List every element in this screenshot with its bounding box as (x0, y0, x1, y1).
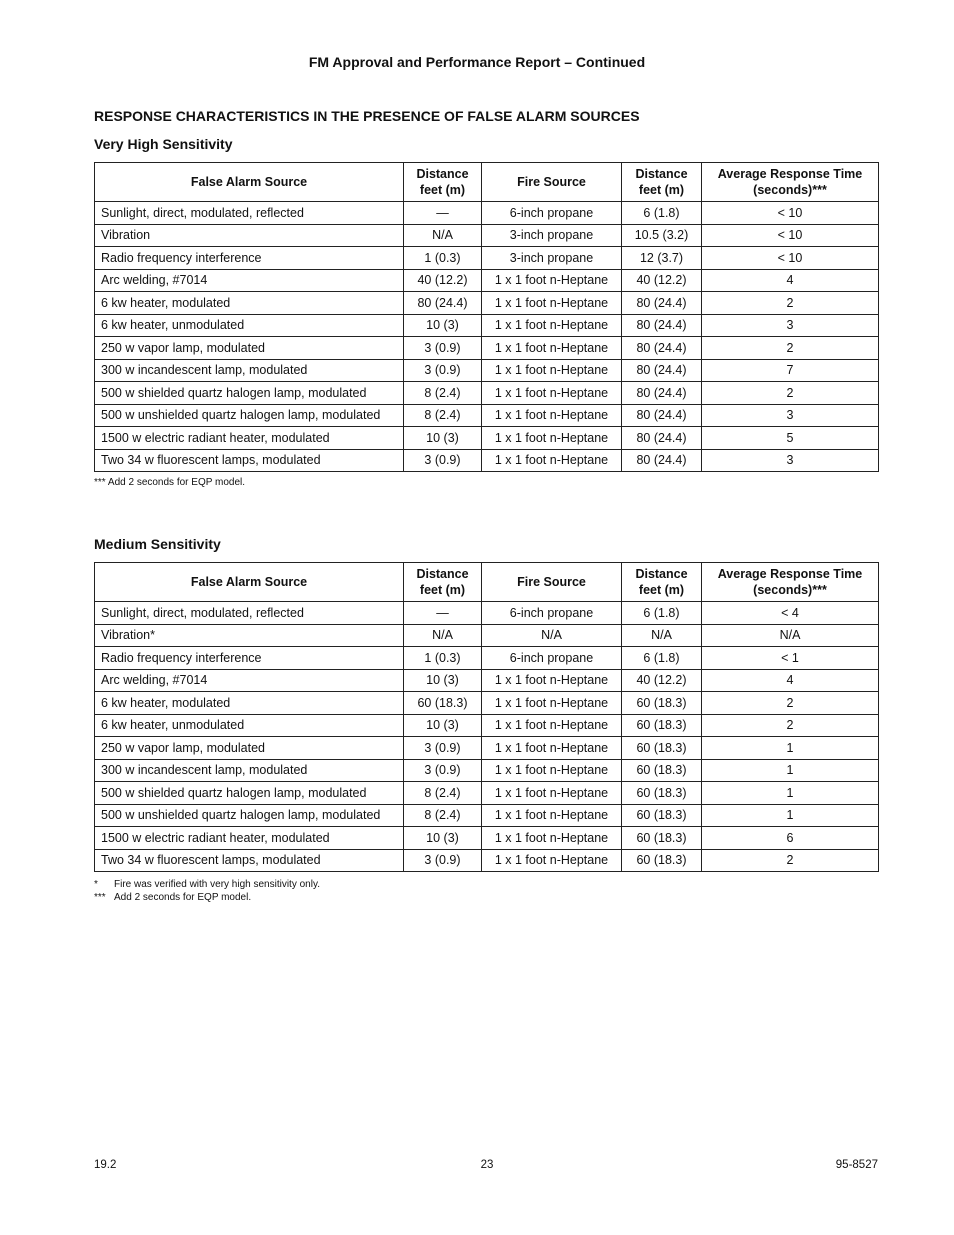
footer-page-number: 23 (480, 1159, 494, 1171)
cell-fire-source: 1 x 1 foot n-Heptane (482, 404, 622, 427)
cell-fire-distance: 12 (3.7) (622, 247, 702, 270)
table-row (95, 292, 879, 315)
table-row (95, 449, 879, 472)
cell-false-alarm-source: Radio frequency interference (95, 647, 404, 670)
table-row (95, 359, 879, 382)
cell-fire-distance: 60 (18.3) (622, 849, 702, 872)
col-header-false-alarm-source: False Alarm Source (95, 563, 404, 602)
cell-fire-distance: 40 (12.2) (622, 669, 702, 692)
cell-fire-distance: 6 (1.8) (622, 602, 702, 625)
cell-alarm-distance: 8 (2.4) (404, 382, 482, 405)
cell-response-time: 5 (702, 427, 879, 450)
cell-response-time: 4 (702, 669, 879, 692)
cell-alarm-distance: 60 (18.3) (404, 692, 482, 715)
cell-fire-source: 6-inch propane (482, 647, 622, 670)
cell-response-time: < 10 (702, 202, 879, 225)
cell-fire-source: 1 x 1 foot n-Heptane (482, 804, 622, 827)
footnote-text: Add 2 seconds for EQP model. (114, 892, 252, 903)
page-header: FM Approval and Performance Report – Continued (308, 54, 646, 70)
cell-false-alarm-source: 6 kw heater, unmodulated (95, 314, 404, 337)
cell-false-alarm-source: Radio frequency interference (95, 247, 404, 270)
cell-fire-source: 1 x 1 foot n-Heptane (482, 449, 622, 472)
col-header-fire-source: Fire Source (482, 163, 622, 202)
table-row (95, 647, 879, 670)
col-header-response-time: Average Response Time (seconds)*** (702, 563, 879, 602)
cell-response-time: 3 (702, 404, 879, 427)
cell-false-alarm-source: 300 w incandescent lamp, modulated (95, 759, 404, 782)
table-row (95, 202, 879, 225)
table-header-row (95, 563, 879, 602)
cell-false-alarm-source: 500 w unshielded quartz halogen lamp, modulated (95, 804, 404, 827)
cell-alarm-distance: 3 (0.9) (404, 337, 482, 360)
table-row (95, 337, 879, 360)
cell-fire-distance: 80 (24.4) (622, 449, 702, 472)
cell-false-alarm-source: Sunlight, direct, modulated, reflected (95, 602, 404, 625)
very-high-footnote: *** Add 2 seconds for EQP model. (94, 477, 246, 488)
cell-false-alarm-source: Two 34 w fluorescent lamps, modulated (95, 849, 404, 872)
cell-fire-distance: 60 (18.3) (622, 804, 702, 827)
very-high-sensitivity-title: Very High Sensitivity (94, 136, 233, 152)
cell-false-alarm-source: 1500 w electric radiant heater, modulated (95, 427, 404, 450)
cell-false-alarm-source: 500 w shielded quartz halogen lamp, modulated (95, 782, 404, 805)
cell-false-alarm-source: Sunlight, direct, modulated, reflected (95, 202, 404, 225)
cell-fire-source: 1 x 1 foot n-Heptane (482, 292, 622, 315)
cell-alarm-distance: 40 (12.2) (404, 269, 482, 292)
cell-alarm-distance: — (404, 202, 482, 225)
cell-false-alarm-source: 500 w unshielded quartz halogen lamp, modulated (95, 404, 404, 427)
cell-alarm-distance: 1 (0.3) (404, 247, 482, 270)
cell-fire-source: 1 x 1 foot n-Heptane (482, 759, 622, 782)
cell-response-time: 3 (702, 314, 879, 337)
cell-alarm-distance: 1 (0.3) (404, 647, 482, 670)
footer-revision: 19.2 (94, 1159, 117, 1171)
cell-fire-distance: 80 (24.4) (622, 292, 702, 315)
cell-fire-distance: 80 (24.4) (622, 314, 702, 337)
cell-fire-source: 1 x 1 foot n-Heptane (482, 669, 622, 692)
cell-alarm-distance: 80 (24.4) (404, 292, 482, 315)
cell-response-time: 3 (702, 449, 879, 472)
cell-false-alarm-source: Arc welding, #7014 (95, 269, 404, 292)
col-header-alarm-distance: Distance feet (m) (404, 563, 482, 602)
cell-fire-source: 1 x 1 foot n-Heptane (482, 382, 622, 405)
cell-false-alarm-source: Arc welding, #7014 (95, 669, 404, 692)
medium-footnote-2 (94, 892, 251, 903)
cell-response-time: 1 (702, 759, 879, 782)
cell-fire-source: 1 x 1 foot n-Heptane (482, 782, 622, 805)
cell-false-alarm-source: 250 w vapor lamp, modulated (95, 737, 404, 760)
table-row (95, 624, 879, 647)
cell-response-time: 2 (702, 382, 879, 405)
table-row (95, 247, 879, 270)
col-header-response-time: Average Response Time (seconds)*** (702, 163, 879, 202)
table-row (95, 737, 879, 760)
cell-response-time: 6 (702, 827, 879, 850)
cell-fire-distance: 60 (18.3) (622, 782, 702, 805)
cell-false-alarm-source: 500 w shielded quartz halogen lamp, modulated (95, 382, 404, 405)
cell-false-alarm-source: 300 w incandescent lamp, modulated (95, 359, 404, 382)
cell-fire-source: 1 x 1 foot n-Heptane (482, 827, 622, 850)
cell-alarm-distance: — (404, 602, 482, 625)
cell-fire-source: 3-inch propane (482, 247, 622, 270)
cell-fire-distance: 10.5 (3.2) (622, 224, 702, 247)
cell-alarm-distance: 8 (2.4) (404, 804, 482, 827)
cell-alarm-distance: 10 (3) (404, 427, 482, 450)
cell-false-alarm-source: Vibration* (95, 624, 404, 647)
cell-response-time: 2 (702, 292, 879, 315)
cell-alarm-distance: N/A (404, 224, 482, 247)
table-row (95, 382, 879, 405)
cell-fire-distance: 60 (18.3) (622, 692, 702, 715)
cell-alarm-distance: 3 (0.9) (404, 737, 482, 760)
cell-alarm-distance: 10 (3) (404, 827, 482, 850)
table-row (95, 804, 879, 827)
cell-fire-distance: 80 (24.4) (622, 427, 702, 450)
cell-fire-source: 1 x 1 foot n-Heptane (482, 737, 622, 760)
table-row (95, 692, 879, 715)
medium-sensitivity-title: Medium Sensitivity (94, 536, 221, 552)
footer-doc-number: 95-8527 (835, 1159, 878, 1171)
col-header-fire-distance: Distance feet (m) (622, 563, 702, 602)
cell-fire-source: 1 x 1 foot n-Heptane (482, 359, 622, 382)
very-high-sensitivity-table (94, 162, 879, 472)
cell-fire-distance: 60 (18.3) (622, 759, 702, 782)
col-header-false-alarm-source: False Alarm Source (95, 163, 404, 202)
cell-fire-source: 6-inch propane (482, 602, 622, 625)
footnote-text: Fire was verified with very high sensitivity only. (114, 879, 320, 890)
table-row (95, 827, 879, 850)
cell-response-time: 1 (702, 737, 879, 760)
cell-fire-distance: 6 (1.8) (622, 647, 702, 670)
cell-alarm-distance: 8 (2.4) (404, 782, 482, 805)
table-row (95, 602, 879, 625)
cell-fire-source: 1 x 1 foot n-Heptane (482, 427, 622, 450)
medium-sensitivity-table (94, 562, 879, 872)
section-title: RESPONSE CHARACTERISTICS IN THE PRESENCE OF FALSE ALARM SOURCES (94, 108, 640, 124)
cell-response-time: < 4 (702, 602, 879, 625)
col-header-fire-distance: Distance feet (m) (622, 163, 702, 202)
cell-fire-distance: 60 (18.3) (622, 714, 702, 737)
table-row (95, 759, 879, 782)
cell-false-alarm-source: Two 34 w fluorescent lamps, modulated (95, 449, 404, 472)
cell-alarm-distance: 3 (0.9) (404, 449, 482, 472)
col-header-fire-source: Fire Source (482, 563, 622, 602)
cell-alarm-distance: 10 (3) (404, 714, 482, 737)
cell-fire-source: 1 x 1 foot n-Heptane (482, 269, 622, 292)
table-row (95, 849, 879, 872)
table-row (95, 714, 879, 737)
cell-response-time: 2 (702, 849, 879, 872)
table-row (95, 224, 879, 247)
cell-response-time: 7 (702, 359, 879, 382)
cell-response-time: N/A (702, 624, 879, 647)
col-header-alarm-distance: Distance feet (m) (404, 163, 482, 202)
cell-false-alarm-source: 6 kw heater, modulated (95, 692, 404, 715)
footnote-mark: *** (94, 892, 106, 903)
medium-footnote-1 (94, 879, 320, 890)
cell-fire-distance: 80 (24.4) (622, 337, 702, 360)
cell-response-time: < 1 (702, 647, 879, 670)
cell-fire-source: 1 x 1 foot n-Heptane (482, 314, 622, 337)
cell-response-time: 4 (702, 269, 879, 292)
table-row (95, 782, 879, 805)
cell-fire-distance: 6 (1.8) (622, 202, 702, 225)
cell-alarm-distance: 3 (0.9) (404, 849, 482, 872)
cell-false-alarm-source: Vibration (95, 224, 404, 247)
table-header-row (95, 163, 879, 202)
cell-response-time: 2 (702, 692, 879, 715)
cell-fire-distance: N/A (622, 624, 702, 647)
cell-fire-distance: 60 (18.3) (622, 827, 702, 850)
cell-alarm-distance: N/A (404, 624, 482, 647)
cell-response-time: < 10 (702, 224, 879, 247)
table-row (95, 314, 879, 337)
cell-response-time: 2 (702, 714, 879, 737)
cell-fire-distance: 80 (24.4) (622, 404, 702, 427)
cell-fire-source: 1 x 1 foot n-Heptane (482, 849, 622, 872)
cell-alarm-distance: 3 (0.9) (404, 759, 482, 782)
cell-response-time: 1 (702, 782, 879, 805)
table-row (95, 269, 879, 292)
table-row (95, 404, 879, 427)
cell-alarm-distance: 10 (3) (404, 669, 482, 692)
cell-fire-distance: 40 (12.2) (622, 269, 702, 292)
cell-false-alarm-source: 250 w vapor lamp, modulated (95, 337, 404, 360)
cell-alarm-distance: 3 (0.9) (404, 359, 482, 382)
cell-response-time: 2 (702, 337, 879, 360)
cell-false-alarm-source: 6 kw heater, unmodulated (95, 714, 404, 737)
cell-fire-source: 1 x 1 foot n-Heptane (482, 714, 622, 737)
cell-fire-source: 1 x 1 foot n-Heptane (482, 692, 622, 715)
cell-response-time: < 10 (702, 247, 879, 270)
cell-response-time: 1 (702, 804, 879, 827)
cell-fire-source: N/A (482, 624, 622, 647)
table-row (95, 427, 879, 450)
cell-alarm-distance: 8 (2.4) (404, 404, 482, 427)
cell-fire-distance: 60 (18.3) (622, 737, 702, 760)
table-row (95, 669, 879, 692)
cell-fire-distance: 80 (24.4) (622, 359, 702, 382)
cell-fire-distance: 80 (24.4) (622, 382, 702, 405)
footnote-mark: * (94, 879, 98, 890)
cell-false-alarm-source: 1500 w electric radiant heater, modulated (95, 827, 404, 850)
cell-fire-source: 6-inch propane (482, 202, 622, 225)
cell-alarm-distance: 10 (3) (404, 314, 482, 337)
cell-fire-source: 1 x 1 foot n-Heptane (482, 337, 622, 360)
cell-fire-source: 3-inch propane (482, 224, 622, 247)
cell-false-alarm-source: 6 kw heater, modulated (95, 292, 404, 315)
